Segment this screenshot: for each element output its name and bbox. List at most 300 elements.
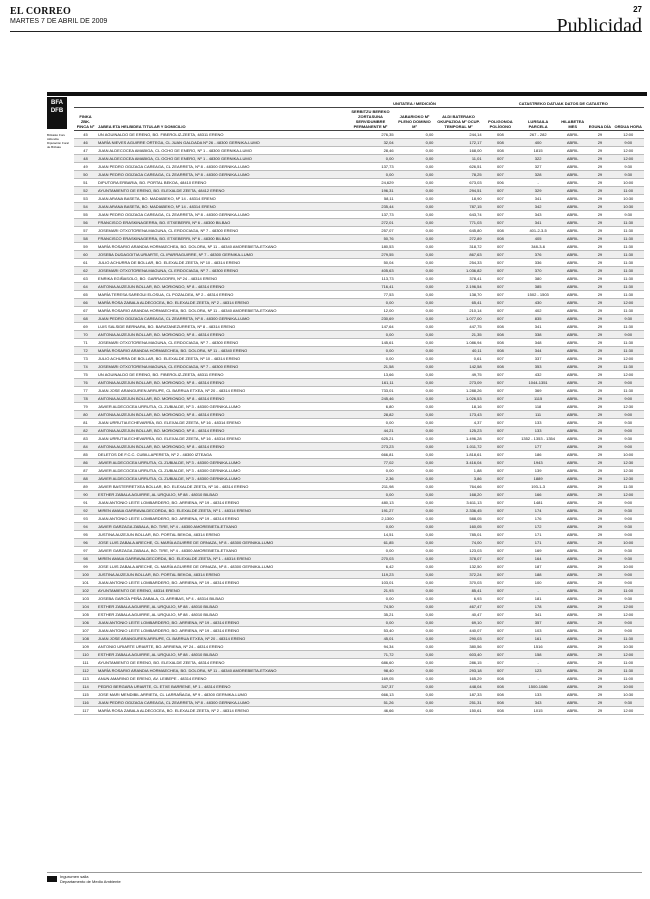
cell-poligono: 007	[483, 643, 519, 651]
cell-owner: JAVIER ALDECOCEA URRUTIA, CL ZUBIALDE, Nº 3 - 48300 GERNIKA-LUMO	[97, 467, 346, 475]
cell-dia: 29	[587, 267, 612, 275]
cell-finca: 55	[74, 211, 97, 219]
cell-owner: JOSE MARI MENDIBIL ARRIETA, CL LARRAÑAGA, Nº 9 - 48300 GERNIKA-LUMO	[97, 691, 346, 699]
table-row	[74, 419, 644, 427]
cell-owner: JUAN PEDRO OGIZAGA CAREAGA, CL ZEARRETA, Nº 8 - 48300 GERNIKA-LUMO	[97, 211, 346, 219]
cell-poligono: 008	[483, 331, 519, 339]
cell-poligono: 007	[483, 443, 519, 451]
cell-poligono: 007	[483, 403, 519, 411]
cell-owner: ESTHER ZABALA AGUIRRE, AL URQUIJO, Nº 88 - 48010 BILBAO	[97, 651, 346, 659]
cell-hora: 11:00	[612, 675, 644, 683]
table-row	[74, 211, 644, 219]
cell-hora: 9:00	[612, 531, 644, 539]
cell-finca: 111	[74, 659, 97, 667]
cell-parcela: 369	[518, 387, 558, 395]
cell-temporal: 187,33	[434, 691, 482, 699]
cell-pleno: 0,00	[395, 355, 435, 363]
cell-finca: 50	[74, 171, 97, 179]
cell-mes: ABRIL	[558, 491, 587, 499]
cell-hora: 9:00	[612, 499, 644, 507]
cell-mes: ABRIL	[558, 179, 587, 187]
cell-parcela: 103	[518, 627, 558, 635]
cell-parcela: 329	[518, 187, 558, 195]
cell-parcela: 181	[518, 595, 558, 603]
cell-dia: 29	[587, 299, 612, 307]
footer-divider	[47, 872, 642, 873]
cell-temporal: 378,07	[434, 555, 482, 563]
cell-mes: ABRIL	[558, 475, 587, 483]
cell-hora: 11:30	[612, 363, 644, 371]
col-servidumbre: SERBITZU BEREKO ZORTASUNA SERVIDUMBRE PERMANENTE M²	[346, 108, 394, 131]
cell-owner: ANTONIA AUZEJUN BOLLAR, BO. MORIONDO, Nº 8 - 48314 ERENO	[97, 427, 346, 435]
cell-owner: JUAN PEDRO OGIZAGA CAREAGA, CL ZEARRETA, Nº 8 - 48300 GERNIKA-LUMO	[97, 171, 346, 179]
cell-owner: JUAN JOSE ARANGUREN ARRUPE, CL BARRUA ETXEA, Nº 20 - 48314 ERENO	[97, 387, 346, 395]
cell-servidumbre: 61,85	[346, 539, 394, 547]
cell-dia: 29	[587, 547, 612, 555]
cell-temporal: 1,88	[434, 467, 482, 475]
cell-parcela: 327	[518, 163, 558, 171]
cell-dia: 29	[587, 603, 612, 611]
cell-dia: 29	[587, 235, 612, 243]
cell-servidumbre: 103,01	[346, 579, 394, 587]
cell-pleno: 0,00	[395, 563, 435, 571]
cell-temporal: 372,24	[434, 571, 482, 579]
cell-owner: JUAN ANTONIO LEITE LOMBARDERO, BO. ARRIENA, Nº 19 - 48314 ERENO	[97, 499, 346, 507]
cell-owner: PEDRO BERGARA URIARTE, CL ETXE BARRENE, Nº 1 - 48314 ERENO	[97, 683, 346, 691]
cell-mes: ABRIL	[558, 339, 587, 347]
table-row	[74, 611, 644, 619]
cell-dia: 29	[587, 155, 612, 163]
cell-dia: 29	[587, 147, 612, 155]
cell-poligono: 007	[483, 603, 519, 611]
cell-servidumbre: 245,46	[346, 395, 394, 403]
cell-servidumbre: 50,04	[346, 259, 394, 267]
cell-hora: 10:00	[612, 539, 644, 547]
cell-parcela: 1500-1086	[518, 683, 558, 691]
cell-finca: 95	[74, 531, 97, 539]
cell-pleno: 0,00	[395, 187, 435, 195]
cell-finca: 83	[74, 435, 97, 443]
cell-parcela: 337	[518, 355, 558, 363]
cell-finca: 85	[74, 451, 97, 459]
header-bar	[47, 92, 647, 96]
cell-parcela: 385	[518, 283, 558, 291]
col-pleno: JABARIOKO M² PLENO DOMINIO M²	[395, 108, 435, 131]
cell-mes: ABRIL	[558, 291, 587, 299]
cell-owner: AYUNTAMIENTO DE ERENO, 48314 ERENO	[97, 587, 346, 595]
table-row	[74, 235, 644, 243]
cell-owner: JOSEMARI OTXOTORENA MAGUNA, CL ERDOCIAGA, Nº 7 - 48300 ERENO	[97, 339, 346, 347]
cell-finca: 80	[74, 411, 97, 419]
cell-owner: ESTHER ZABALA AGUIRRE, AL URQUIJO, Nº 88 - 48010 BILBAO	[97, 611, 346, 619]
cell-mes: ABRIL	[558, 403, 587, 411]
cell-parcela: 341	[518, 611, 558, 619]
cell-pleno: 0,00	[395, 331, 435, 339]
cell-poligono: 007	[483, 523, 519, 531]
table-row	[74, 691, 644, 699]
cell-pleno: 0,00	[395, 251, 435, 259]
cell-parcela: 402	[518, 307, 558, 315]
cell-pleno: 0,00	[395, 651, 435, 659]
cell-pleno: 0,00	[395, 379, 435, 387]
cell-parcela: 1815	[518, 147, 558, 155]
cell-pleno: 0,00	[395, 539, 435, 547]
cell-finca: 75	[74, 371, 97, 379]
cell-parcela: 100	[518, 579, 558, 587]
cell-pleno: 0,00	[395, 179, 435, 187]
table-row	[74, 155, 644, 163]
cell-hora: 9:00	[612, 395, 644, 403]
cell-owner: ESTHER ZABALA AGUIRRE, AL URQUIJO, Nº 88 - 48010 BILBAO	[97, 603, 346, 611]
cell-owner: JUAN ALDECOCEA AMABIGA, CL OCHO DE ENERO, Nº 1 - 48300 GERNIKA-LUMO	[97, 147, 346, 155]
cell-parcela: 322	[518, 155, 558, 163]
table-row	[74, 331, 644, 339]
cell-mes: ABRIL	[558, 243, 587, 251]
cell-parcela: 348-3-6	[518, 243, 558, 251]
cell-poligono: 007	[483, 587, 519, 595]
cell-servidumbre: 0,00	[346, 595, 394, 603]
cell-owner: JUAN JOSE ARANGUREN ARRUPE, CL BARRUA ETXEA, Nº 20 - 48314 ERENO	[97, 635, 346, 643]
cell-owner: MARÍA ROSA ZABALA ALDECOCEA, BO. ELEXALDE ZEETA, Nº 2 - 48314 ERENO	[97, 707, 346, 715]
cell-poligono: 008	[483, 227, 519, 235]
cell-temporal: 1.086,94	[434, 339, 482, 347]
cell-parcela: 343	[518, 211, 558, 219]
cell-hora: 11:30	[612, 283, 644, 291]
cell-dia: 29	[587, 139, 612, 147]
cell-servidumbre: 12,00	[346, 307, 394, 315]
cell-parcela: 111	[518, 411, 558, 419]
cell-owner: JULIO ACHURRA DE BOLLAR, BO. ELEXALDE ZEETA, Nº 10 - 48314 ERENO	[97, 355, 346, 363]
cell-mes: ABRIL	[558, 331, 587, 339]
cell-dia: 29	[587, 203, 612, 211]
cell-finca: 51	[74, 179, 97, 187]
cell-pleno: 0,00	[395, 683, 435, 691]
cell-mes: ABRIL	[558, 579, 587, 587]
cell-owner: ANTONIA AUZEJUN BOLLAR, BO. MORIONDO, Nº 8 - 48314 ERENO	[97, 411, 346, 419]
footer-mark	[47, 876, 57, 882]
cell-hora: 9:00	[612, 331, 644, 339]
logo-subtitle: Bizkaiko Foru Aldundia Diputación Foral de Bizkaia	[47, 133, 69, 149]
cell-poligono: 008	[483, 147, 519, 155]
cell-poligono: 007	[483, 299, 519, 307]
cell-finca: 88	[74, 475, 97, 483]
cell-owner: JUSTINA AUZEJUN BOLLAR, BO. PORTAL BEKOA, 48314 ERENO	[97, 531, 346, 539]
cell-temporal: 440,07	[434, 627, 482, 635]
cell-hora: 9:30	[612, 419, 644, 427]
cell-owner: JULIO ACHURRA DE BOLLAR, BO. ELEXALDE ZEETA, Nº 10 - 48314 ERENO	[97, 259, 346, 267]
cell-owner: MARÍA ROSARIO ARANDIA HORMAECHEA, BO. DOLORA, Nº 11 - 48340 AMOREBIETA-ETXANO	[97, 243, 346, 251]
cell-temporal: 673,03	[434, 179, 482, 187]
cell-poligono: 007	[483, 563, 519, 571]
cell-pleno: 0,00	[395, 315, 435, 323]
cell-pleno: 0,00	[395, 619, 435, 627]
footer-line-2: Departamento de Medio Ambiente	[60, 879, 121, 884]
cell-poligono: 007	[483, 451, 519, 459]
cell-servidumbre: 46,66	[346, 707, 394, 715]
cell-mes: ABRIL	[558, 419, 587, 427]
cell-finca: 108	[74, 635, 97, 643]
cell-finca: 45	[74, 131, 97, 139]
cell-hora: 11:30	[612, 483, 644, 491]
cell-pleno: 0,00	[395, 611, 435, 619]
table-row	[74, 571, 644, 579]
cell-dia: 29	[587, 291, 612, 299]
cell-temporal: 3,86	[434, 475, 482, 483]
cell-owner: JUAN ANTONIO LEITE LOMBARDERO, BO. ARRIENA, Nº 19 - 48314 ERENO	[97, 627, 346, 635]
table-row	[74, 459, 644, 467]
cell-owner: MARÍA TERESA SAREGUI ELOSUA, CL POZALDEA, Nº 2 - 48314 ERENO	[97, 291, 346, 299]
cell-servidumbre: 0,00	[346, 299, 394, 307]
cell-finca: 48	[74, 155, 97, 163]
cell-mes: ABRIL	[558, 267, 587, 275]
cell-mes: ABRIL	[558, 707, 587, 715]
cell-owner: JOSE LUIS ZABALA ARECHE, CL MARÍA AGUIRRE DE ORNAZA, Nº 8 - 48300 GERNIKA-LUMO	[97, 539, 346, 547]
cell-temporal: 645,80	[434, 227, 482, 235]
cell-pleno: 0,00	[395, 131, 435, 139]
cell-poligono: 007	[483, 483, 519, 491]
cell-dia: 29	[587, 667, 612, 675]
table-row	[74, 179, 644, 187]
cell-parcela: 342	[518, 203, 558, 211]
cell-servidumbre: 196,31	[346, 187, 394, 195]
cell-finca: 93	[74, 515, 97, 523]
cell-mes: ABRIL	[558, 611, 587, 619]
cell-pleno: 0,00	[395, 443, 435, 451]
cell-mes: ABRIL	[558, 651, 587, 659]
cell-poligono: 008	[483, 235, 519, 243]
cell-mes: ABRIL	[558, 675, 587, 683]
masthead	[10, 6, 107, 25]
cell-temporal: 771,03	[434, 219, 482, 227]
cell-servidumbre: 45,01	[346, 635, 394, 643]
cell-pleno: 0,00	[395, 155, 435, 163]
cell-servidumbre: 77,53	[346, 291, 394, 299]
cell-hora: 11:30	[612, 667, 644, 675]
cell-finca: 115	[74, 691, 97, 699]
cell-poligono: 007	[483, 203, 519, 211]
cell-pleno: 0,00	[395, 635, 435, 643]
table-row	[74, 355, 644, 363]
cell-temporal: 1.496,28	[434, 435, 482, 443]
table-row	[74, 243, 644, 251]
cell-mes: ABRIL	[558, 363, 587, 371]
cell-parcela: 1015	[518, 707, 558, 715]
cell-temporal: 142,58	[434, 363, 482, 371]
cell-dia: 29	[587, 635, 612, 643]
cell-pleno: 0,00	[395, 515, 435, 523]
cell-temporal: 3.611,13	[434, 499, 482, 507]
cell-temporal: 18,16	[434, 403, 482, 411]
cell-mes: ABRIL	[558, 387, 587, 395]
cell-temporal: 867,63	[434, 251, 482, 259]
cell-dia: 29	[587, 163, 612, 171]
cell-dia: 29	[587, 443, 612, 451]
cell-mes: ABRIL	[558, 699, 587, 707]
cell-dia: 29	[587, 675, 612, 683]
cell-finca: 68	[74, 315, 97, 323]
cell-pleno: 0,00	[395, 555, 435, 563]
cell-dia: 29	[587, 283, 612, 291]
cell-owner: JUAN ARANA BASETA, BO. MADIABEKO, Nº 14 - 48314 ERENO	[97, 203, 346, 211]
cell-owner: JAVIER GARZAGA ZABALA, BO. TIRE, Nº 4 - 48300 AMOREBIETA-ETXANO	[97, 523, 346, 531]
cell-finca: 113	[74, 675, 97, 683]
cell-poligono: 007	[483, 651, 519, 659]
cell-servidumbre: 716,41	[346, 283, 394, 291]
cell-pleno: 0,00	[395, 259, 435, 267]
cell-mes: ABRIL	[558, 635, 587, 643]
cell-poligono: 007	[483, 571, 519, 579]
cell-dia: 29	[587, 243, 612, 251]
cell-dia: 29	[587, 347, 612, 355]
cell-poligono: 008	[483, 131, 519, 139]
cell-pleno: 0,00	[395, 691, 435, 699]
cell-servidumbre: 2,1300	[346, 515, 394, 523]
cell-hora: 12:00	[612, 611, 644, 619]
cell-temporal: 370,03	[434, 579, 482, 587]
cell-parcela: 376	[518, 251, 558, 259]
cell-servidumbre: 0,00	[346, 547, 394, 555]
cell-owner: AYUNTAMIENTO DE ERENO, BO. ELEXALDE ZEETA, 48314 ERENO	[97, 659, 346, 667]
cell-mes: ABRIL	[558, 411, 587, 419]
cell-owner: JOSEMARI OTXOTORENA MAGUNA, CL ERDOCIAGA, Nº 7 - 48300 ERENO	[97, 227, 346, 235]
cell-mes: ABRIL	[558, 427, 587, 435]
cell-pleno: 0,00	[395, 411, 435, 419]
cell-pleno: 0,00	[395, 307, 435, 315]
cell-servidumbre: 480,13	[346, 499, 394, 507]
cell-dia: 29	[587, 387, 612, 395]
cell-pleno: 0,00	[395, 171, 435, 179]
table-row	[74, 651, 644, 659]
cell-parcela: 133	[518, 691, 558, 699]
cell-parcela: 401-2-3-5	[518, 227, 558, 235]
cell-finca: 54	[74, 203, 97, 211]
cell-servidumbre: 230,69	[346, 315, 394, 323]
table-row	[74, 587, 644, 595]
issue-date: MARTES 7 DE ABRIL DE 2009	[10, 18, 108, 25]
cell-dia: 29	[587, 315, 612, 323]
cell-parcela: 344	[518, 347, 558, 355]
cell-parcela: 178	[518, 603, 558, 611]
cell-pleno: 0,00	[395, 571, 435, 579]
cell-pleno: 0,00	[395, 203, 435, 211]
cell-dia: 29	[587, 507, 612, 515]
cell-parcela: 348	[518, 339, 558, 347]
cell-mes: ABRIL	[558, 539, 587, 547]
top-divider	[10, 31, 642, 32]
cell-poligono: 007	[483, 411, 519, 419]
table-row	[74, 603, 644, 611]
cell-pleno: 0,00	[395, 523, 435, 531]
cell-hora: 9:00	[612, 619, 644, 627]
cell-poligono: 008	[483, 707, 519, 715]
cell-pleno: 0,00	[395, 547, 435, 555]
table-row	[74, 619, 644, 627]
cell-parcela: 341	[518, 219, 558, 227]
cell-dia: 29	[587, 363, 612, 371]
cell-pleno: 0,00	[395, 299, 435, 307]
cell-poligono: 007	[483, 555, 519, 563]
cell-dia: 29	[587, 411, 612, 419]
cell-mes: ABRIL	[558, 355, 587, 363]
table-row	[74, 323, 644, 331]
table-row	[74, 579, 644, 587]
cell-pleno: 0,00	[395, 459, 435, 467]
cell-hora: 12:00	[612, 707, 644, 715]
cell-servidumbre: 666,13	[346, 691, 394, 699]
cell-parcela: 1352 - 1353 - 1354	[518, 435, 558, 443]
cell-parcela: 158	[518, 651, 558, 659]
cell-parcela: 1502 - 1503	[518, 291, 558, 299]
cell-finca: 97	[74, 547, 97, 555]
cell-dia: 29	[587, 195, 612, 203]
cell-temporal: 380,56	[434, 643, 482, 651]
cell-parcela: 432	[518, 371, 558, 379]
cell-finca: 77	[74, 387, 97, 395]
cell-pleno: 0,00	[395, 483, 435, 491]
cell-owner: JAVIER ALDECOCEA URRUTIA, CL ZUBIALDE, Nº 3 - 48300 GERNIKA-LUMO	[97, 459, 346, 467]
table-row	[74, 707, 644, 715]
cell-temporal: 172,17	[434, 139, 482, 147]
cell-servidumbre: 0,00	[346, 355, 394, 363]
table-row	[74, 467, 644, 475]
cell-dia: 29	[587, 331, 612, 339]
cell-temporal: 244,14	[434, 131, 482, 139]
cell-hora: 12:30	[612, 467, 644, 475]
cell-owner: JUAN ALDECOCEA AMABIGA, CL OCHO DE ENERO, Nº 1 - 48300 GERNIKA-LUMO	[97, 155, 346, 163]
cell-pleno: 0,00	[395, 211, 435, 219]
cell-owner: JUAN PEDRO OGIZAGA CAREAGA, CL ZEARRETA, Nº 8 - 48300 GERNIKA-LUMO	[97, 163, 346, 171]
table-row	[74, 307, 644, 315]
cell-hora: 12:30	[612, 459, 644, 467]
cell-pleno: 0,00	[395, 531, 435, 539]
cell-finca: 94	[74, 523, 97, 531]
cell-hora: 9:30	[612, 547, 644, 555]
cell-mes: ABRIL	[558, 307, 587, 315]
cell-servidumbre: 50,76	[346, 235, 394, 243]
cell-servidumbre: 32,04	[346, 139, 394, 147]
table-row	[74, 387, 644, 395]
cell-mes: ABRIL	[558, 459, 587, 467]
cell-pleno: 0,00	[395, 235, 435, 243]
cell-hora: 12:00	[612, 371, 644, 379]
cell-finca: 78	[74, 395, 97, 403]
cell-dia: 29	[587, 355, 612, 363]
cell-owner: JAVIER ALDECOCEA URRUTIA, CL ZUBIALDE, Nº 3 - 48300 GERNIKA-LUMO	[97, 475, 346, 483]
cell-pleno: 0,00	[395, 499, 435, 507]
cell-parcela: 430	[518, 299, 558, 307]
cell-dia: 29	[587, 259, 612, 267]
cell-finca: 110	[74, 651, 97, 659]
cell-poligono: 007	[483, 259, 519, 267]
cell-parcela: 1044-1351	[518, 379, 558, 387]
cell-finca: 53	[74, 195, 97, 203]
cell-hora: 11:30	[612, 323, 644, 331]
cell-servidumbre: 28,82	[346, 411, 394, 419]
cell-parcela: 357	[518, 619, 558, 627]
cell-servidumbre: 276,35	[346, 131, 394, 139]
cell-servidumbre: 161,11	[346, 379, 394, 387]
table-row	[74, 163, 644, 171]
logo-text-2: DFB	[50, 108, 64, 114]
cell-servidumbre: 625,21	[346, 435, 394, 443]
cell-mes: ABRIL	[558, 659, 587, 667]
cell-temporal: 123,03	[434, 547, 482, 555]
cell-poligono: 007	[483, 531, 519, 539]
cell-finca: 86	[74, 459, 97, 467]
cell-dia: 29	[587, 707, 612, 715]
cell-servidumbre: 58,11	[346, 195, 394, 203]
cell-pleno: 0,00	[395, 491, 435, 499]
